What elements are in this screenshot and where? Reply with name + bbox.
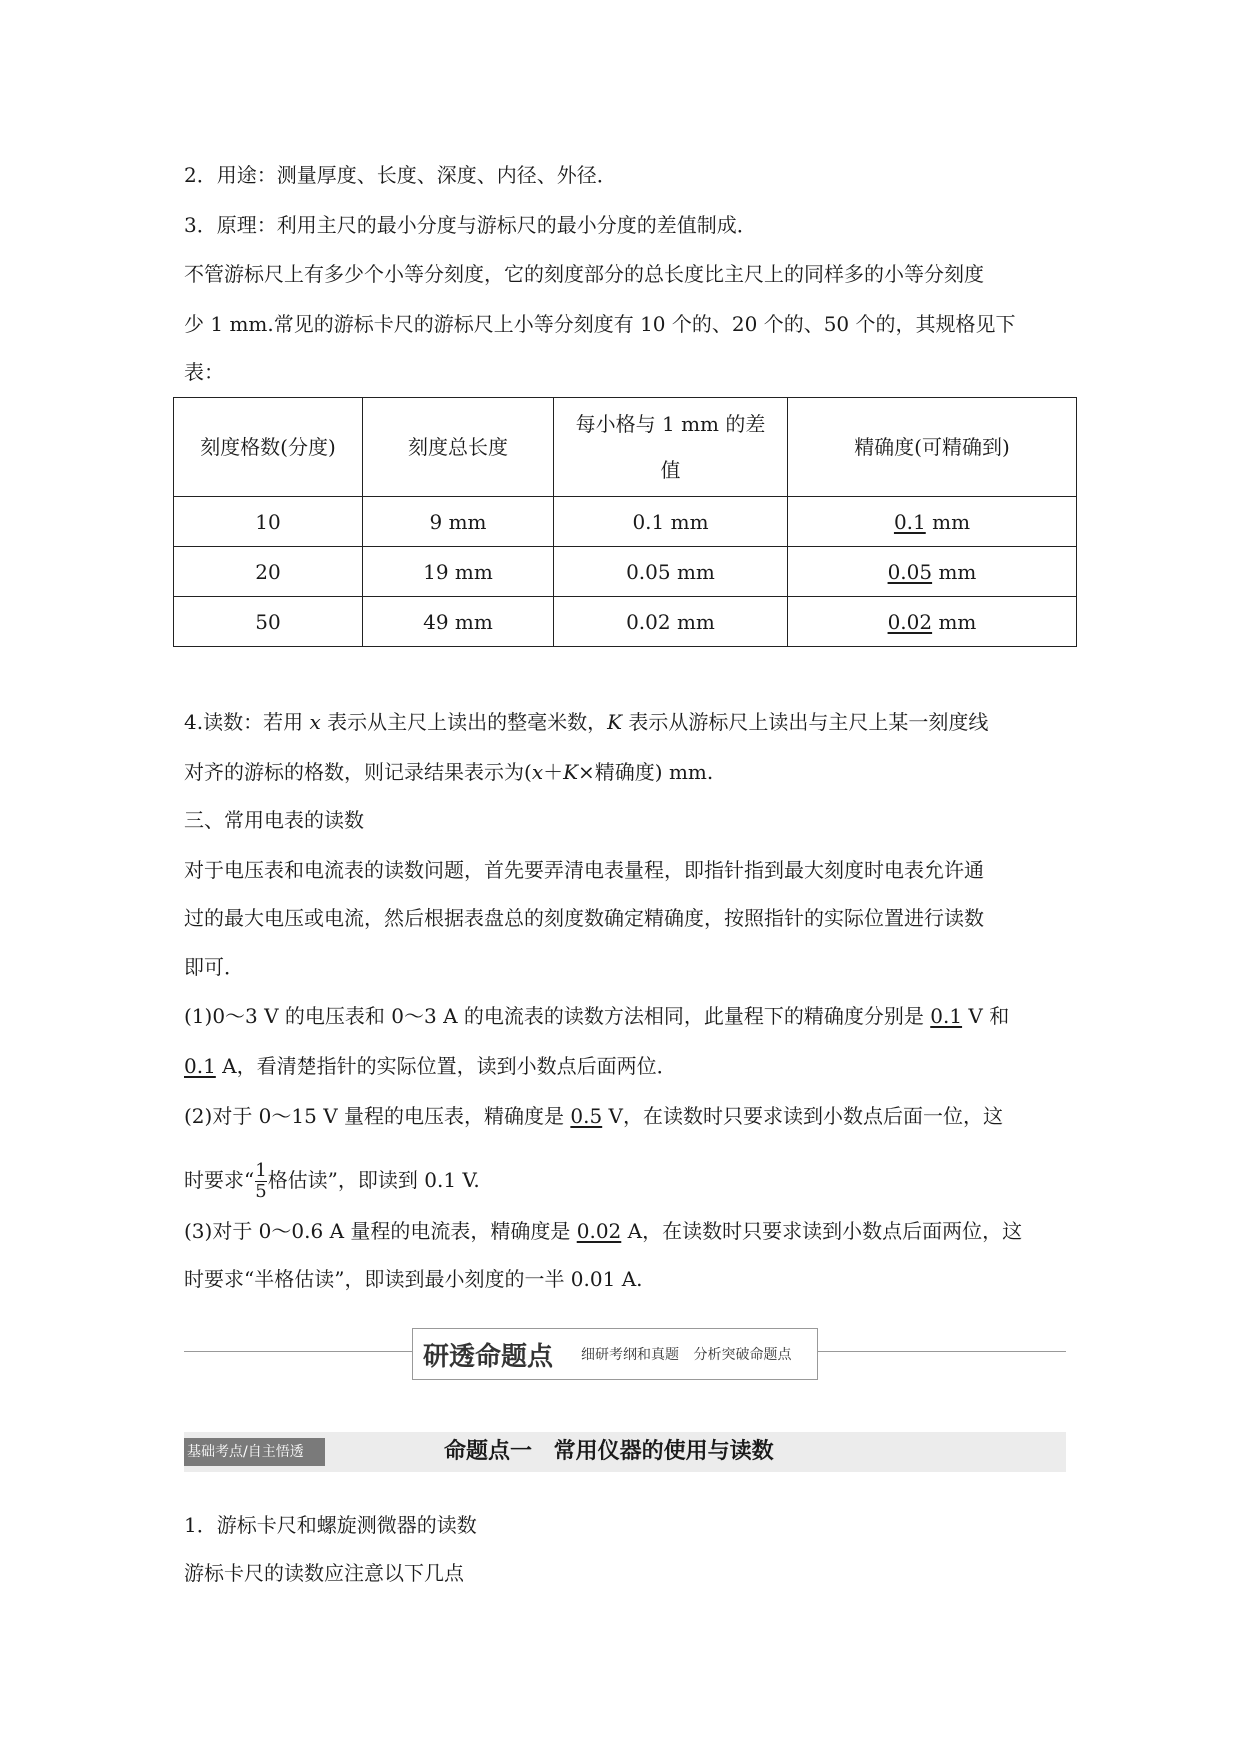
table-cell: 19 mm: [363, 547, 554, 597]
text-line: [184, 358, 224, 386]
text-segment: 表示从游标尺上读出与主尺上某一刻度线: [622, 710, 989, 734]
table-cell: [788, 547, 1077, 597]
table-cell: [788, 597, 1077, 647]
text-segment: 不管游标尺上有多少个小等分刻度，它的刻度部分的总长度比主尺上的同样多的小等分刻度: [184, 262, 984, 286]
col-header: 刻度格数(分度): [174, 398, 363, 497]
fraction: [255, 1161, 266, 1202]
banner-title: 研透命题点: [423, 1341, 554, 1372]
text-line: [184, 211, 757, 239]
text-segment: 格估读”，即读到 0.1 V.: [267, 1168, 480, 1192]
vernier-spec-table: [173, 397, 1077, 647]
unit: mm: [932, 609, 977, 634]
text-line: [184, 953, 244, 981]
table-cell: 0.02 mm: [554, 597, 788, 647]
col-header-text: 每小格与 1 mm 的差值: [575, 412, 766, 482]
numerator: 1: [255, 1160, 267, 1181]
denominator: 5: [255, 1181, 267, 1202]
table-cell: 10: [174, 497, 363, 547]
text-segment: 对于电压表和电流表的读数问题，首先要弄清电表量程，即指针指到最大刻度时电表允许通: [184, 858, 984, 882]
text-segment: (3)对于 0～0.6 A 量程的电流表，精确度是: [184, 1219, 577, 1243]
text-segment: A，看清楚指针的实际位置，读到小数点后面两位．: [215, 1054, 677, 1078]
variable: x: [531, 760, 544, 784]
text-line: [184, 1161, 480, 1202]
text-segment: 时要求“: [184, 1168, 255, 1192]
text-segment: 表示从主尺上读出的整毫米数，: [320, 710, 608, 734]
text-line: [184, 904, 984, 932]
text-segment: A，在读数时只要求读到小数点后面两位，这: [621, 1219, 1023, 1243]
text-segment: 时要求“半格估读”，即读到最小刻度的一半 0.01 A.: [184, 1267, 643, 1291]
text-line: [184, 856, 984, 884]
text-line: [184, 1052, 677, 1080]
banner-subtitle: 细研考纲和真题 分析突破命题点: [581, 1347, 792, 1363]
text-segment: 过的最大电压或电流，然后根据表盘总的刻度数确定精确度，按照指针的实际位置进行读数: [184, 906, 984, 930]
text-line: [184, 1265, 643, 1293]
text-segment: ×精确度) mm.: [578, 760, 714, 784]
text-segment: 3．原理：利用主尺的最小分度与游标尺的最小分度的差值制成．: [184, 213, 757, 237]
table-row: [174, 597, 1077, 647]
answer-blank: 0.1: [930, 1004, 963, 1028]
text-line: [184, 758, 713, 786]
answer-blank: 0.1: [893, 509, 926, 534]
table-cell: [788, 497, 1077, 547]
text-line: [184, 310, 1016, 338]
text-line: [184, 1559, 464, 1587]
text-segment: 2．用途：测量厚度、长度、深度、内径、外径．: [184, 163, 617, 187]
answer-blank: 0.1: [184, 1054, 216, 1078]
text-segment: 对齐的游标的格数，则记录结果表示为(: [184, 760, 532, 784]
table-cell: 50: [174, 597, 363, 647]
table-cell: 49 mm: [363, 597, 554, 647]
topic-header-bar: [184, 1432, 1066, 1472]
col-header: [554, 398, 788, 497]
variable: K: [563, 760, 579, 784]
text-segment: 表：: [184, 360, 224, 384]
text-segment: 少 1 mm.常见的游标卡尺的游标尺上小等分刻度有 10 个的、20 个的、50 个的，其规格见下: [184, 312, 1016, 336]
table-cell: 0.05 mm: [554, 547, 788, 597]
text-segment: 即可．: [184, 955, 244, 979]
table-cell: 0.1 mm: [554, 497, 788, 547]
text-line: [184, 260, 984, 288]
text-line: [184, 1002, 1009, 1030]
answer-blank: 0.05: [887, 559, 933, 584]
text-segment: (2)对于 0～15 V 量程的电压表，精确度是: [184, 1104, 571, 1128]
text-line: [184, 1217, 1022, 1245]
text-segment: 游标卡尺的读数应注意以下几点: [184, 1561, 464, 1585]
answer-blank: 0.02: [576, 1219, 622, 1243]
table-cell: 20: [174, 547, 363, 597]
text-segment: V，在读数时只要求读到小数点后面一位，这: [602, 1104, 1004, 1128]
unit: mm: [925, 509, 971, 534]
section-banner: [412, 1328, 818, 1380]
text-segment: 4.读数：若用: [184, 710, 310, 734]
unit: mm: [932, 559, 977, 584]
text-segment: 三、常用电表的读数: [184, 808, 364, 832]
text-line: [184, 708, 988, 736]
text-segment: 1．游标卡尺和螺旋测微器的读数: [184, 1513, 477, 1537]
answer-blank: 0.02: [887, 609, 933, 634]
table-cell: 9 mm: [363, 497, 554, 547]
text-segment: ＋: [543, 760, 564, 784]
text-segment: V 和: [962, 1004, 1010, 1028]
topic-title: 命题点一 常用仪器的使用与读数: [444, 1439, 774, 1464]
col-header: 刻度总长度: [363, 398, 554, 497]
table-row: [174, 497, 1077, 547]
col-header: 精确度(可精确到): [788, 398, 1077, 497]
text-line: [184, 806, 364, 834]
text-line: [184, 161, 617, 189]
variable: K: [607, 710, 623, 734]
variable: x: [309, 710, 321, 734]
answer-blank: 0.5: [570, 1104, 603, 1128]
text-segment: (1)0～3 V 的电压表和 0～3 A 的电流表的读数方法相同，此量程下的精确度分别是: [184, 1004, 931, 1028]
topic-badge: 基础考点/自主悟透: [184, 1438, 325, 1466]
text-line: [184, 1511, 477, 1539]
table-row: [174, 547, 1077, 597]
text-line: [184, 1102, 1003, 1130]
